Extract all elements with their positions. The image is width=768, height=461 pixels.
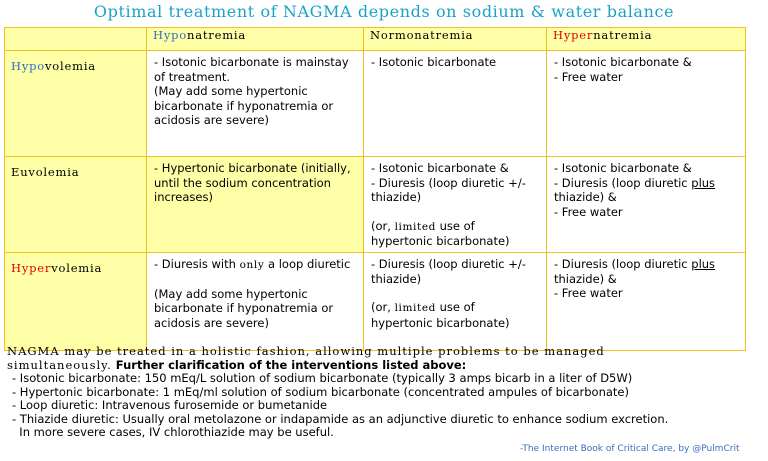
notes-lead: NAGMA may be treated in a holistic fashion, allowing multiple problems to be managed simultaneously. Further clarification of the interventions listed above: [7, 344, 605, 372]
list-item: In more severe cases, IV chlorothiazide may be useful. [12, 425, 334, 439]
cell-hyper-hyper: - Diuresis (loop diuretic plus thiazide) & - Free water [547, 253, 746, 351]
list-item: - Loop diuretic: Intravenous furosemide or bumetanide [12, 398, 328, 412]
row-euvolemia [5, 157, 746, 253]
treatment-table [4, 27, 746, 351]
row-header-hypervolemia: Hypervolemia [5, 253, 147, 351]
cell-eu-normo: - Isotonic bicarbonate & - Diuresis (loop diuretic +/- thiazide) (or, limited use of hypertonic bicarbonate) [364, 157, 547, 253]
cell-hyper-hypo: - Diuresis with only a loop diuretic (May add some hypertonic bicarbonate if hyponatremia or acidosis are severe) [147, 253, 364, 351]
corner-cell [5, 28, 147, 51]
cell-hypo-normo: - Isotonic bicarbonate [364, 51, 547, 157]
col-header-normonatremia: Normonatremia [364, 28, 547, 51]
col-header-hyponatremia: Hyponatremia [147, 28, 364, 51]
col-header-hypernatremia: Hypernatremia [547, 28, 746, 51]
cell-hypo-hyper: - Isotonic bicarbonate & - Free water [547, 51, 746, 157]
notes-section [7, 345, 707, 440]
cell-hyper-normo: - Diuresis (loop diuretic +/- thiazide) (or, limited use of hypertonic bicarbonate) [364, 253, 547, 351]
cell-hypo-hypo: - Isotonic bicarbonate is mainstay of treatment. (May add some hypertonic bicarbonate if hyponatremia or acidosis are severe) [147, 51, 364, 157]
row-hypovolemia [5, 51, 746, 157]
page-title: Optimal treatment of NAGMA depends on sodium & water balance [93, 2, 675, 21]
intervention-list [7, 372, 707, 440]
row-hypervolemia [5, 253, 746, 351]
credit-line: -The Internet Book of Critical Care, by @PulmCrit [520, 444, 740, 454]
row-header-euvolemia: Euvolemia [5, 157, 147, 253]
cell-eu-hyper: - Isotonic bicarbonate & - Diuresis (loop diuretic plus thiazide) & - Free water [547, 157, 746, 253]
list-item: - Thiazide diuretic: Usually oral metolazone or indapamide as an adjunctive diuretic to enhance sodium excretion. [12, 411, 669, 426]
row-header-hypovolemia: Hypovolemia [5, 51, 147, 157]
header-row [5, 28, 746, 51]
cell-eu-hypo: - Hypertonic bicarbonate (initially, until the sodium concentration increases) [147, 157, 364, 253]
list-item: - Isotonic bicarbonate: 150 mEq/L solution of sodium bicarbonate (typically 3 amps bicarb in a liter of D5W) [12, 371, 633, 385]
list-item: - Hypertonic bicarbonate: 1 mEq/ml solution of sodium bicarbonate (concentrated ampules of bicarbonate) [12, 384, 629, 399]
